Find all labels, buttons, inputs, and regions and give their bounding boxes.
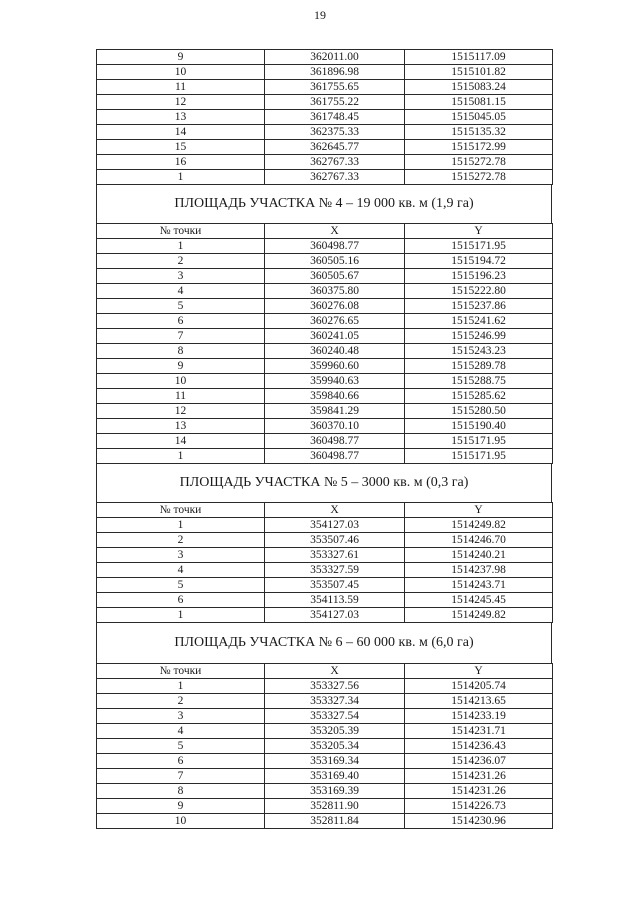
header-y: Y bbox=[405, 664, 553, 679]
table-row bbox=[97, 518, 553, 533]
header-point-number: № точки bbox=[97, 503, 265, 518]
table-row bbox=[97, 50, 553, 65]
point-number: 13 bbox=[97, 419, 265, 434]
table-row bbox=[97, 578, 553, 593]
table-row bbox=[97, 389, 553, 404]
coord-x: 360498.77 bbox=[265, 449, 405, 464]
header-x: X bbox=[265, 224, 405, 239]
coord-y: 1514249.82 bbox=[405, 608, 553, 623]
coord-y: 1514233.19 bbox=[405, 709, 553, 724]
table-header-row bbox=[97, 664, 553, 679]
coord-x: 360505.16 bbox=[265, 254, 405, 269]
table-row bbox=[97, 299, 553, 314]
point-number: 11 bbox=[97, 80, 265, 95]
coord-x: 360375.80 bbox=[265, 284, 405, 299]
coord-y: 1514231.71 bbox=[405, 724, 553, 739]
coord-x: 352811.84 bbox=[265, 814, 405, 829]
coord-y: 1515237.86 bbox=[405, 299, 553, 314]
header-point-number: № точки bbox=[97, 224, 265, 239]
coord-y: 1515246.99 bbox=[405, 329, 553, 344]
table-row bbox=[97, 709, 553, 724]
coords-table-section-6 bbox=[96, 663, 553, 829]
section-title-4: ПЛОЩАДЬ УЧАСТКА № 4 – 19 000 кв. м (1,9 га) bbox=[96, 185, 552, 223]
coord-x: 353327.34 bbox=[265, 694, 405, 709]
coord-y: 1515243.23 bbox=[405, 344, 553, 359]
coord-x: 360505.67 bbox=[265, 269, 405, 284]
coord-x: 362767.33 bbox=[265, 155, 405, 170]
table-row bbox=[97, 284, 553, 299]
table-row bbox=[97, 329, 553, 344]
coord-x: 353327.59 bbox=[265, 563, 405, 578]
coord-y: 1515280.50 bbox=[405, 404, 553, 419]
coord-y: 1515171.95 bbox=[405, 449, 553, 464]
table-row bbox=[97, 814, 553, 829]
table-row bbox=[97, 754, 553, 769]
point-number: 6 bbox=[97, 314, 265, 329]
coord-y: 1514226.73 bbox=[405, 799, 553, 814]
table-row bbox=[97, 434, 553, 449]
page-number: 19 bbox=[314, 8, 326, 22]
header-y: Y bbox=[405, 224, 553, 239]
point-number: 5 bbox=[97, 739, 265, 754]
point-number: 16 bbox=[97, 155, 265, 170]
coord-x: 353507.46 bbox=[265, 533, 405, 548]
point-number: 2 bbox=[97, 533, 265, 548]
coord-x: 361755.65 bbox=[265, 80, 405, 95]
table-row bbox=[97, 65, 553, 80]
coord-y: 1515117.09 bbox=[405, 50, 553, 65]
coord-y: 1515190.40 bbox=[405, 419, 553, 434]
coord-x: 354127.03 bbox=[265, 518, 405, 533]
coord-y: 1515196.23 bbox=[405, 269, 553, 284]
point-number: 12 bbox=[97, 95, 265, 110]
point-number: 1 bbox=[97, 608, 265, 623]
table-row bbox=[97, 359, 553, 374]
section-title-5: ПЛОЩАДЬ УЧАСТКА № 5 – 3000 кв. м (0,3 га) bbox=[96, 464, 552, 502]
coord-x: 361896.98 bbox=[265, 65, 405, 80]
point-number: 1 bbox=[97, 518, 265, 533]
point-number: 11 bbox=[97, 389, 265, 404]
coord-y: 1515045.05 bbox=[405, 110, 553, 125]
coord-x: 359940.63 bbox=[265, 374, 405, 389]
table-header-row bbox=[97, 224, 553, 239]
table-header-row bbox=[97, 503, 553, 518]
point-number: 5 bbox=[97, 578, 265, 593]
coord-x: 352811.90 bbox=[265, 799, 405, 814]
coord-x: 360276.65 bbox=[265, 314, 405, 329]
coord-x: 362375.33 bbox=[265, 125, 405, 140]
table-row bbox=[97, 269, 553, 284]
coord-x: 359840.66 bbox=[265, 389, 405, 404]
point-number: 3 bbox=[97, 269, 265, 284]
coord-y: 1514245.45 bbox=[405, 593, 553, 608]
coord-y: 1514231.26 bbox=[405, 784, 553, 799]
table-row bbox=[97, 739, 553, 754]
coord-x: 354127.03 bbox=[265, 608, 405, 623]
coord-x: 359841.29 bbox=[265, 404, 405, 419]
point-number: 5 bbox=[97, 299, 265, 314]
coord-x: 353169.34 bbox=[265, 754, 405, 769]
coord-y: 1515101.82 bbox=[405, 65, 553, 80]
point-number: 2 bbox=[97, 694, 265, 709]
table-row bbox=[97, 419, 553, 434]
coord-y: 1514205.74 bbox=[405, 679, 553, 694]
coords-table-section-4 bbox=[96, 223, 553, 464]
coord-y: 1515081.15 bbox=[405, 95, 553, 110]
point-number: 4 bbox=[97, 284, 265, 299]
point-number: 14 bbox=[97, 434, 265, 449]
table-row bbox=[97, 344, 553, 359]
coord-y: 1515272.78 bbox=[405, 170, 553, 185]
coord-y: 1514213.65 bbox=[405, 694, 553, 709]
table-row bbox=[97, 593, 553, 608]
table-row bbox=[97, 769, 553, 784]
table-row bbox=[97, 694, 553, 709]
coord-x: 353327.61 bbox=[265, 548, 405, 563]
coord-x: 353507.45 bbox=[265, 578, 405, 593]
point-number: 3 bbox=[97, 709, 265, 724]
point-number: 6 bbox=[97, 754, 265, 769]
point-number: 15 bbox=[97, 140, 265, 155]
point-number: 1 bbox=[97, 170, 265, 185]
point-number: 8 bbox=[97, 344, 265, 359]
coord-y: 1514237.98 bbox=[405, 563, 553, 578]
point-number: 1 bbox=[97, 239, 265, 254]
point-number: 10 bbox=[97, 65, 265, 80]
coord-x: 361755.22 bbox=[265, 95, 405, 110]
coord-x: 360241.05 bbox=[265, 329, 405, 344]
table-row bbox=[97, 608, 553, 623]
table-row bbox=[97, 254, 553, 269]
coord-y: 1515288.75 bbox=[405, 374, 553, 389]
coord-x: 360370.10 bbox=[265, 419, 405, 434]
point-number: 8 bbox=[97, 784, 265, 799]
point-number: 7 bbox=[97, 769, 265, 784]
coords-table-section-5 bbox=[96, 502, 553, 623]
table-row bbox=[97, 533, 553, 548]
table-row bbox=[97, 95, 553, 110]
coord-y: 1514243.71 bbox=[405, 578, 553, 593]
section-title-6: ПЛОЩАДЬ УЧАСТКА № 6 – 60 000 кв. м (6,0 га) bbox=[96, 623, 552, 663]
table-row bbox=[97, 548, 553, 563]
point-number: 7 bbox=[97, 329, 265, 344]
table-row bbox=[97, 170, 553, 185]
coord-y: 1514236.07 bbox=[405, 754, 553, 769]
coord-y: 1515272.78 bbox=[405, 155, 553, 170]
coord-x: 360276.08 bbox=[265, 299, 405, 314]
coord-y: 1515135.32 bbox=[405, 125, 553, 140]
coordinates-document bbox=[96, 49, 552, 829]
coord-x: 353205.39 bbox=[265, 724, 405, 739]
coord-x: 360498.77 bbox=[265, 434, 405, 449]
coord-x: 362767.33 bbox=[265, 170, 405, 185]
coord-x: 353169.40 bbox=[265, 769, 405, 784]
point-number: 14 bbox=[97, 125, 265, 140]
point-number: 2 bbox=[97, 254, 265, 269]
header-x: X bbox=[265, 664, 405, 679]
coord-y: 1515289.78 bbox=[405, 359, 553, 374]
point-number: 1 bbox=[97, 449, 265, 464]
table-row bbox=[97, 449, 553, 464]
point-number: 3 bbox=[97, 548, 265, 563]
coord-y: 1514249.82 bbox=[405, 518, 553, 533]
point-number: 4 bbox=[97, 563, 265, 578]
coord-x: 361748.45 bbox=[265, 110, 405, 125]
coord-x: 353327.54 bbox=[265, 709, 405, 724]
header-x: X bbox=[265, 503, 405, 518]
table-row bbox=[97, 110, 553, 125]
coord-y: 1515194.72 bbox=[405, 254, 553, 269]
coord-x: 362645.77 bbox=[265, 140, 405, 155]
point-number: 4 bbox=[97, 724, 265, 739]
table-row bbox=[97, 80, 553, 95]
coord-y: 1514246.70 bbox=[405, 533, 553, 548]
coord-x: 360498.77 bbox=[265, 239, 405, 254]
point-number: 9 bbox=[97, 50, 265, 65]
point-number: 13 bbox=[97, 110, 265, 125]
table-row bbox=[97, 155, 553, 170]
coord-y: 1515083.24 bbox=[405, 80, 553, 95]
table-row bbox=[97, 563, 553, 578]
coord-x: 353205.34 bbox=[265, 739, 405, 754]
table-row bbox=[97, 239, 553, 254]
coord-y: 1514230.96 bbox=[405, 814, 553, 829]
coord-y: 1514231.26 bbox=[405, 769, 553, 784]
coord-y: 1514236.43 bbox=[405, 739, 553, 754]
point-number: 10 bbox=[97, 814, 265, 829]
point-number: 9 bbox=[97, 799, 265, 814]
coord-y: 1514240.21 bbox=[405, 548, 553, 563]
table-row bbox=[97, 125, 553, 140]
coord-x: 353327.56 bbox=[265, 679, 405, 694]
point-number: 6 bbox=[97, 593, 265, 608]
coord-x: 360240.48 bbox=[265, 344, 405, 359]
point-number: 1 bbox=[97, 679, 265, 694]
table-row bbox=[97, 724, 553, 739]
coord-x: 362011.00 bbox=[265, 50, 405, 65]
coord-y: 1515222.80 bbox=[405, 284, 553, 299]
header-y: Y bbox=[405, 503, 553, 518]
table-row bbox=[97, 404, 553, 419]
point-number: 12 bbox=[97, 404, 265, 419]
coord-y: 1515171.95 bbox=[405, 239, 553, 254]
coord-y: 1515171.95 bbox=[405, 434, 553, 449]
table-row bbox=[97, 784, 553, 799]
coord-x: 354113.59 bbox=[265, 593, 405, 608]
point-number: 9 bbox=[97, 359, 265, 374]
header-point-number: № точки bbox=[97, 664, 265, 679]
coord-y: 1515285.62 bbox=[405, 389, 553, 404]
coord-x: 353169.39 bbox=[265, 784, 405, 799]
table-row bbox=[97, 799, 553, 814]
coord-y: 1515172.99 bbox=[405, 140, 553, 155]
table-row bbox=[97, 140, 553, 155]
table-row bbox=[97, 374, 553, 389]
point-number: 10 bbox=[97, 374, 265, 389]
table-row bbox=[97, 314, 553, 329]
coord-x: 359960.60 bbox=[265, 359, 405, 374]
coord-y: 1515241.62 bbox=[405, 314, 553, 329]
coords-table-top bbox=[96, 49, 553, 185]
table-row bbox=[97, 679, 553, 694]
